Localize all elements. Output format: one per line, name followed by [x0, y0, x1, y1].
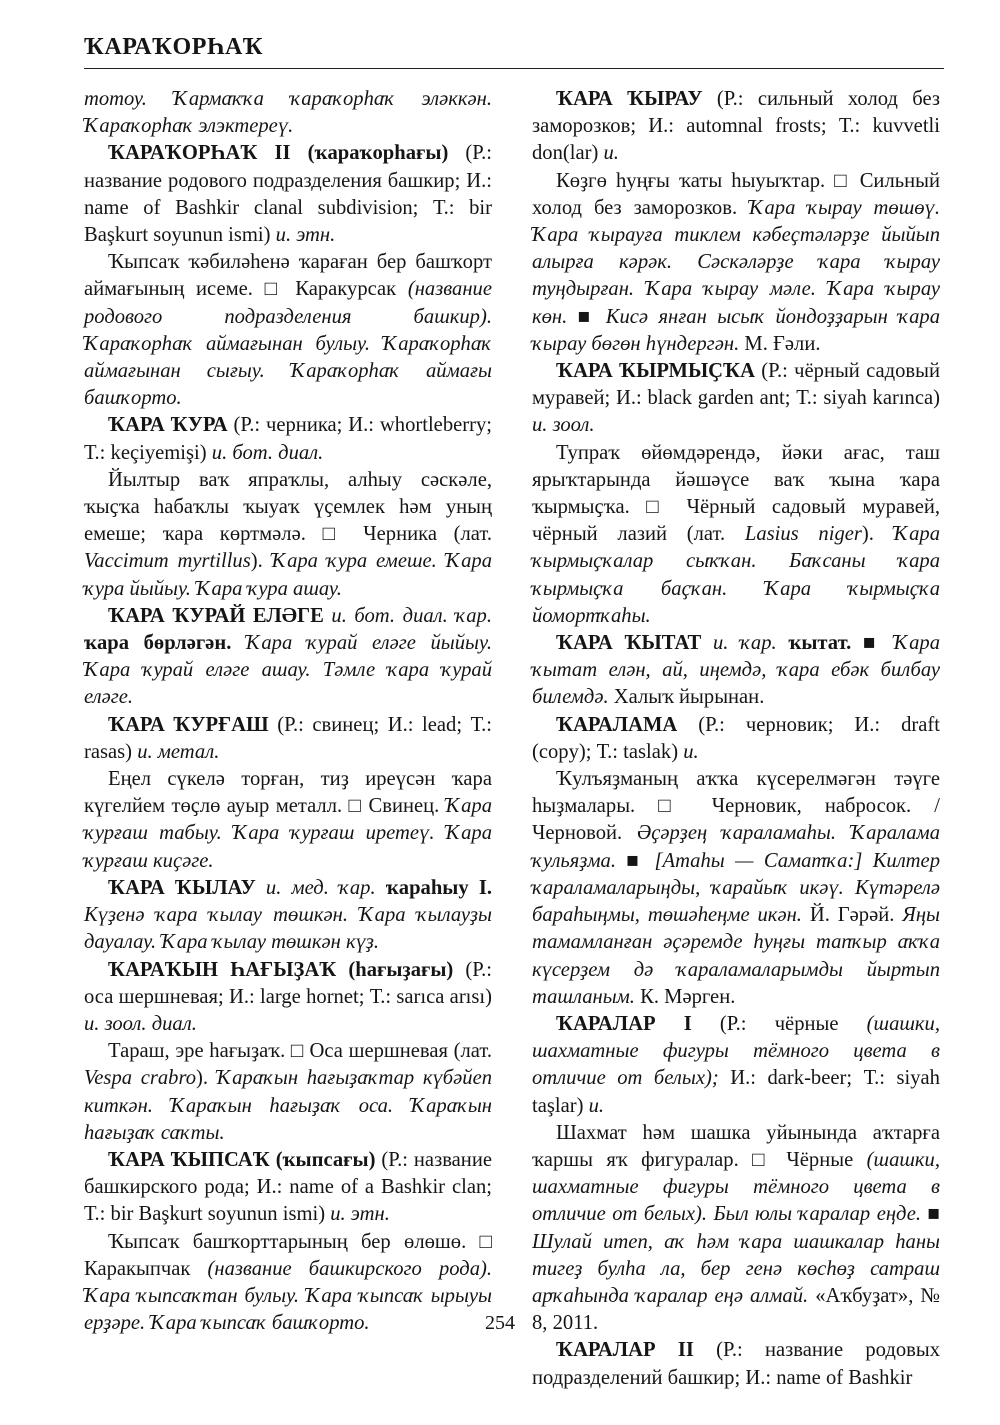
text-run: Ҡулъяҙманың аҡҡа күсерелмәгән тәүге һыҙмалары. □ Черновик, набросок. / Черновой.: [532, 768, 940, 845]
text-run: ■: [567, 305, 606, 328]
headword: ҠАРА ҠЫРАУ: [556, 88, 703, 110]
text-run: Ҡыпсаҡ башҡорттарының бер өлөшө. □ Каракыпчак: [84, 1230, 492, 1280]
text-run: (Р.: сильный холод без заморозков; И.: automnal frosts; Т.: kuvvetli don(lar): [532, 88, 941, 165]
text-run: ).: [196, 1067, 217, 1090]
text-run: ■: [851, 632, 894, 655]
italic-text: (шашки, шахматные фигуры тёмного цвета в отличие от белых). Был юлы ҡаралар еңде.: [532, 1148, 940, 1226]
text-run: Шахмат һәм шашка уйынында аҡтарға ҡаршы яҡ фигуралар. □ Чёрные: [532, 1121, 940, 1171]
italic-text: и. этн.: [275, 224, 336, 247]
italic-text: и.: [603, 142, 619, 165]
text-run: Халыҡ йырынан.: [608, 686, 765, 709]
italic-text: Күҙенә ҡара ҡылау төшкән. Ҡара ҡылауҙы дауалау. Ҡара ҡылау төшкән күҙ.: [84, 904, 492, 954]
italic-text: (шашки, шахматные фигуры тёмного цвета в отличие от белых);: [532, 1012, 940, 1090]
italic-text: Яңы тамамланған әҫәремде һуңғы тапҡыр аҡҡа күсерҙем дә ҡараламаларымды йыртып ташланым.: [532, 904, 940, 1008]
text-run: М. Ғәли.: [739, 332, 821, 355]
italic-text: [Атаһы — Саматҡа:] Килтер ҡараламаларыңды, ҡарайыҡ икәү. Күтәрелә бараһыңмы, төшәһеңме икән.: [532, 849, 940, 927]
italic-text: (название родового подразделения башкир). Ҡараҡорһаҡ аймағынан булыу. Ҡараҡорһаҡ аймағынан сығыу. Ҡараҡорһаҡ аймағы башҡорто.: [84, 278, 492, 410]
text-run: (Р.: чёрный садовый муравей; И.: black garden ant; Т.: siyah karınca): [532, 360, 940, 410]
italic-text: Кисә янған ысыҡ йондоҙҙарын ҡара ҡырау бөгөн һүндергән.: [532, 305, 940, 355]
italic-text: и. ҡар.: [701, 632, 789, 655]
text-run: Й. Гәрәй.: [801, 904, 903, 927]
italic-text: Шулай итеп, аҡ һәм ҡара шашкалар һаны тигеҙ булһа ла, бер генә көсһөҙ сатраш арҡаһында ҡаралар еңә алмай.: [532, 1230, 940, 1307]
italic-text: Ҡара ҡура емеше. Ҡара ҡура йыйыу. Ҡара ҡура ашау.: [84, 550, 492, 600]
text-run: Йылтыр ваҡ япраҡлы, алһыу сәскәле, ҡыҫҡа һабаҡлы ҡыуаҡ үҫемлек һәм уның емеше; ҡара көртмәлә. □ Черника (лат.: [84, 468, 492, 546]
italic-text: тотоу. Ҡармаҡҡа ҡараҡорһаҡ эләккән. Ҡараҡорһаҡ элэктереү.: [84, 88, 492, 138]
headword: ҠАРАЛАМА: [556, 713, 678, 736]
italic-text: Vespa crabro: [84, 1067, 197, 1090]
headword: ҡараһыу I.: [385, 876, 492, 899]
italic-text: Ҡара ҡырмыҫҡалар сыҡҡан. Баҡсаны ҡара ҡырмыҫҡа баҫҡан. Ҡара ҡырмыҫҡа йомортҡаһы.: [532, 523, 940, 627]
headword: ҠАРА ҠЫТАТ: [556, 632, 702, 655]
italic-text: Vaccimum myrtillus: [84, 550, 251, 573]
text-run: (Р.: свинец; И.: lead; Т.: rasas): [84, 713, 493, 763]
entry-definition: [532, 440, 940, 630]
headword: ҡара бөрләгән.: [84, 632, 232, 655]
text-run: (Р.: чёрные: [691, 1012, 867, 1035]
italic-text: Lasius niger: [744, 523, 862, 546]
italic-text: и. зоол.: [532, 414, 595, 437]
headword: ҠАРАЛАР II: [556, 1339, 694, 1362]
text-run: Көҙгө һуңғы ҡаты һыуыҡтар. □ Сильный холод без заморозков.: [532, 169, 940, 219]
dictionary-entry: [84, 412, 492, 466]
italic-text: Ҡара ҡытат елән, ай, иңемдә, ҡара ебәк билбау билемдә.: [532, 632, 940, 709]
text-run: ).: [861, 523, 894, 546]
italic-text: Ҡара ҡырау төшөү. Ҡара ҡырауға тиклем кәбеҫтәләрҙе йыйып алырға кәрәк. Сәскәләрҙе ҡара ҡырау туңдырған. Ҡара ҡырау мәле. Ҡара ҡырау көн.: [532, 196, 940, 328]
text-run: (Р.: название родового подразделения башкир; И.: name of Bashkir clanal subdivision; Т.: bir Başkurt soyunun ismi): [84, 142, 492, 247]
headword: ҡытат.: [788, 632, 852, 655]
dictionary-entry: [84, 603, 492, 712]
text-run: Ҡыпсаҡ ҡәбиләһенә ҡараған бер башҡорт аймағының исеме. □ Каракурсак: [84, 251, 492, 301]
italic-text: и. мед. ҡар.: [255, 876, 386, 899]
dictionary-entry: [532, 630, 940, 712]
headword: ҠАРА ҠЫРМЫҪҠА: [556, 360, 755, 383]
italic-text: и. зоол. диал.: [84, 1012, 197, 1035]
text-run: «Аҡбуҙат», № 8, 2011.: [532, 1284, 940, 1335]
headword: ҠАРАҠОРҺАҠ II (ҡараҡорһағы): [108, 142, 449, 165]
dictionary-entry: [532, 1337, 940, 1391]
text-run: ■: [616, 849, 655, 872]
dictionary-entry: [84, 1147, 492, 1229]
italic-text: Ҡара ҡурғаш табыу. Ҡара ҡурғаш иретеү. Ҡара ҡурғаш киҫәге.: [84, 795, 492, 872]
headword: ҠАРАҠЫН ҺАҒЫҘАҠ (һағыҙағы): [108, 958, 454, 981]
entry-definition: [532, 766, 940, 1011]
header-rule: [84, 68, 944, 69]
entry-definition: [84, 467, 492, 603]
text-run: (Р.: оса шершневая; И.: large hornet; Т.: sarıca arısı): [84, 958, 492, 1008]
text-run: (Р.: черновик; И.: draft (copy); Т.: taslak): [532, 713, 940, 763]
dictionary-entry: [84, 875, 492, 957]
text-run: Тараш, эре һағыҙаҡ. □ Оса шершневая (лат.: [108, 1040, 492, 1063]
text-run: (Р.: название родовых подразделений башкир; И.: name of Bashkir: [532, 1339, 940, 1389]
text-run: (Р.: черника; И.: whortleberry; Т.: keçiyemişi): [84, 414, 492, 464]
headword: ҠАРА ҠЫПСАҠ (ҡыпсағы): [108, 1148, 376, 1171]
entry-continuation: [84, 86, 492, 140]
dictionary-entry: [532, 358, 940, 440]
headword: ҠАРАЛАР I: [556, 1012, 692, 1035]
text-run: Тупраҡ өйөмдәрендә, йәки ағас, таш ярыҡтарында йәшәүсе ваҡ ҡына ҡара ҡырмыҫҡа. □ Чёрный садовый муравей, чёрный лазий (лат.: [532, 441, 940, 546]
text-run: ).: [250, 550, 272, 573]
running-head-title: ҠАРАҠОРҺАҠ: [84, 34, 264, 60]
text-run: И.: dark-beer; Т.: siyah taşlar): [532, 1067, 940, 1117]
italic-text: и. этн.: [330, 1203, 390, 1226]
headword: ҠАРА ҠУРА: [108, 414, 228, 437]
entry-definition: [84, 766, 492, 875]
text-run: Еңел сүкелә торған, тиҙ иреүсән ҡара күгелйем төҫлө ауыр металл. □ Свинец.: [84, 768, 492, 818]
italic-text: и.: [683, 740, 699, 763]
entry-definition: [532, 168, 940, 358]
entry-definition: [84, 249, 492, 412]
dictionary-entry: [84, 957, 492, 1039]
page-number: 254: [485, 1312, 515, 1334]
italic-text: и.: [588, 1094, 605, 1117]
dictionary-entry: [532, 86, 940, 168]
italic-text: Ҡара ҡурай еләге йыйыу. Ҡара ҡурай еләге ашау. Тәмле ҡара ҡурай еләге.: [84, 632, 492, 709]
dictionary-entry: [84, 712, 492, 766]
dictionary-entry: [532, 1011, 940, 1120]
headword: ҠАРА ҠЫЛАУ: [108, 876, 256, 899]
italic-text: и. бот. диал.: [211, 441, 324, 464]
text-run: (Р.: название башкирского рода; И.: name of a Bashkir clan; Т.: bir Başkurt soyunun ismi): [84, 1148, 492, 1226]
dictionary-entry: [84, 140, 492, 249]
italic-text: и. бот. диал. ҡар.: [323, 604, 492, 627]
entry-definition: [532, 1120, 940, 1338]
right-column: [532, 86, 940, 1392]
italic-text: (название башкирского рода). Ҡара ҡыпсаҡтан булыу. Ҡара ҡыпсаҡ ырыуы ерҙәре. Ҡара ҡыпсаҡ башҡорто.: [84, 1257, 492, 1335]
text-run: К. Мәрген.: [634, 985, 736, 1008]
italic-text: и. метал.: [137, 740, 220, 763]
entry-definition: [84, 1038, 492, 1147]
headword: ҠАРА ҠУРАЙ ЕЛӘГЕ: [108, 604, 324, 627]
dictionary-entry: [532, 712, 940, 766]
text-run: ■: [921, 1203, 940, 1226]
headword: ҠАРА ҠУРҒАШ: [108, 713, 269, 736]
left-column: [84, 86, 492, 1337]
italic-text: Ҡараҡын һағыҙаҡтар күбәйеп киткән. Ҡараҡын һағыҙаҡ оса. Ҡараҡын һағыҙаҡ саҡты.: [84, 1067, 493, 1144]
italic-text: Әҫәрҙең ҡараламаһы. Ҡаралама ҡульяҙма.: [532, 822, 940, 872]
